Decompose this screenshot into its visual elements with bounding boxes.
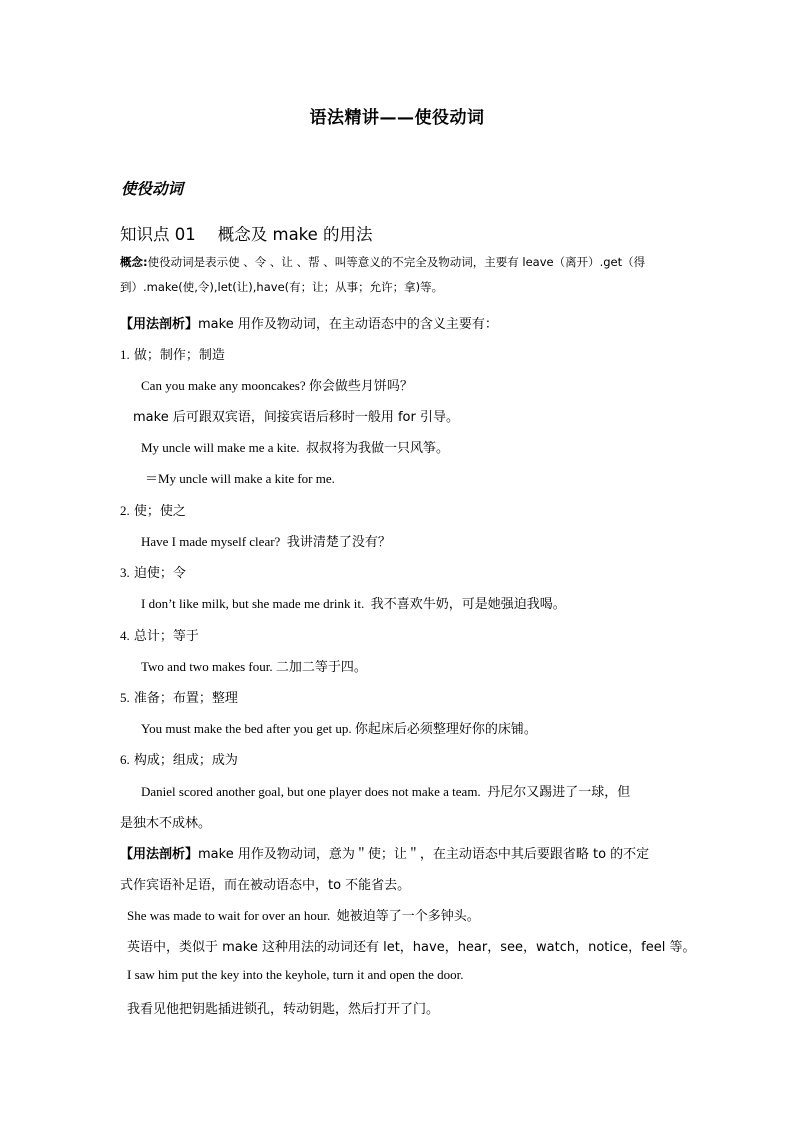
final-example-zh: 我看见他把钥匙插进锁孔，转动钥匙，然后打开了门。 (127, 1002, 440, 1017)
example-4 (141, 656, 367, 675)
analysis-text: make 用作及物动词，在主动语态中的含义主要有： (198, 317, 498, 332)
example-zh: 她被迫等了一个多钟头。 (336, 909, 480, 924)
analysis-text: make 用作及物动词，意为＂使；让＂，在主动语态中其后要跟省略 to 的不定 (198, 847, 650, 862)
concept-line-2: 到）.make(使,令),let(让),have(有；让；从事；允许；拿)等。 (120, 280, 444, 294)
item-meaning: 使；使之 (133, 504, 186, 519)
meaning-item-6 (120, 749, 238, 768)
example-en: I don’t like milk, but she made me drink it. (141, 596, 365, 611)
example-en: She was made to wait for over an hour. (127, 908, 331, 923)
knowledge-point-name: 概念及 make 的用法 (217, 225, 373, 244)
analysis-2-line-1 (120, 843, 649, 862)
item-meaning: 做；制作；制造 (133, 348, 225, 363)
item-number: 6. (120, 752, 130, 767)
example-zh: 我讲清楚了没有？ (286, 535, 391, 550)
example-zh: 我不喜欢牛奶，可是她强迫我喝。 (370, 597, 566, 612)
example-6 (141, 781, 630, 800)
example-en: You must make the bed after you get up. (141, 721, 352, 736)
analysis-label: 【用法剖析】 (120, 847, 199, 862)
item-number: 4. (120, 628, 130, 643)
example-5 (141, 718, 537, 737)
item-number: 3. (120, 565, 130, 580)
concept-line-1 (120, 254, 645, 270)
example-6-continued: 是独木不成林。 (120, 816, 212, 831)
section-heading: 使役动词 (121, 179, 184, 198)
document-title: 语法精讲——使役动词 (309, 108, 485, 128)
analysis-label: 【用法剖析】 (120, 317, 199, 332)
example-1 (141, 375, 413, 394)
item-number: 5. (120, 690, 130, 705)
item-meaning: 总计；等于 (133, 629, 199, 644)
meaning-item-1 (120, 344, 225, 363)
item-number: 2. (120, 503, 130, 518)
example-en: Can you make any mooncakes? (141, 378, 306, 393)
final-example-en: I saw him put the key into the keyhole, turn it and open the door. (127, 967, 464, 982)
meaning-item-3 (120, 562, 186, 581)
example-en: Have I made myself clear? (141, 534, 281, 549)
item-meaning: 迫使；令 (133, 566, 186, 581)
item-meaning: 准备；布置；整理 (133, 691, 238, 706)
analysis-1 (120, 313, 498, 332)
meaning-item-4 (120, 625, 199, 644)
example-en: My uncle will make me a kite. (141, 440, 300, 455)
example-1b (141, 437, 449, 456)
meaning-item-5 (120, 687, 238, 706)
item-meaning: 构成；组成；成为 (133, 753, 238, 768)
example-1c: ＝My uncle will make a kite for me. (145, 471, 335, 486)
example-zh: 二加二等于四。 (275, 660, 367, 675)
item-number: 1. (120, 347, 130, 362)
passive-example (127, 905, 480, 924)
example-zh: 你起床后必须整理好你的床铺。 (354, 722, 537, 737)
example-2 (141, 531, 391, 550)
example-zh: 你会做些月饼吗？ (308, 379, 413, 394)
example-zh: 叔叔将为我做一只风筝。 (305, 441, 449, 456)
meaning-item-2 (120, 500, 186, 519)
note-double-object: make 后可跟双宾语，间接宾语后移时一般用 for 引导。 (133, 410, 459, 425)
knowledge-point-heading (120, 221, 373, 245)
concept-label: 概念: (120, 255, 148, 269)
analysis-2-line-2: 式作宾语补足语，而在被动语态中，to 不能省去。 (120, 878, 411, 893)
knowledge-point-number: 知识点 01 (120, 225, 196, 244)
example-zh: 丹尼尔又踢进了一球，但 (487, 785, 631, 800)
example-en: Two and two makes four. (141, 659, 273, 674)
similar-verbs-note: 英语中，类似于 make 这种用法的动词还有 let，have，hear，see，watch，notice，feel 等。 (127, 940, 696, 955)
example-3 (141, 593, 566, 612)
example-en: Daniel scored another goal, but one player does not make a team. (141, 784, 481, 799)
concept-text-1: 使役动词是表示使 、令 、让 、帮 、叫等意义的不完全及物动词，主要有 leave（离开）.get（得 (147, 255, 646, 269)
